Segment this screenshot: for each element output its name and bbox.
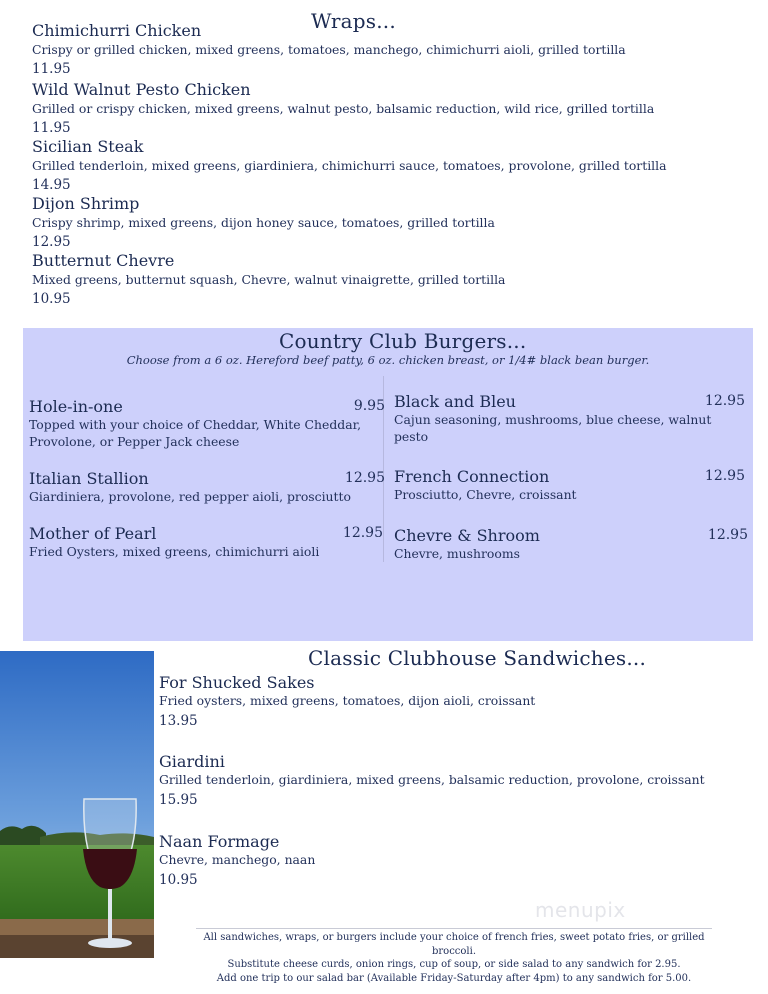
wraps-title: Wraps... xyxy=(311,9,396,33)
item-name: Sicilian Steak xyxy=(32,137,144,156)
wine-glass-image xyxy=(0,651,154,958)
item-price: 12.95 xyxy=(704,393,745,409)
item-name: For Shucked Sakes xyxy=(159,673,315,692)
footer-line: Add one trip to our salad bar (Available Friday-Saturday after 4pm) to any sandwich for 5.00. xyxy=(216,972,692,984)
burgers-title: Country Club Burgers... xyxy=(279,329,527,353)
item-description: Grilled tenderloin, giardiniera, mixed greens, balsamic reduction, provolone, croissant xyxy=(159,772,705,787)
item-name: Dijon Shrimp xyxy=(32,194,140,213)
item-price: 12.95 xyxy=(707,527,748,543)
footer-note xyxy=(196,931,712,985)
menu-item xyxy=(29,397,385,450)
wine-glass-photo xyxy=(0,651,154,958)
footer-line: Substitute cheese curds, onion rings, cup of soup, or side salad to any sandwich for 2.95. xyxy=(227,959,681,970)
item-price: 13.95 xyxy=(159,713,198,729)
item-name: Black and Bleu xyxy=(394,392,516,411)
menu-item xyxy=(29,524,383,560)
menu-item xyxy=(32,194,672,251)
item-description: Prosciutto, Chevre, croissant xyxy=(394,487,577,502)
item-name: Chevre & Shroom xyxy=(394,526,540,545)
menu-item xyxy=(159,673,719,730)
sandwiches-title: Classic Clubhouse Sandwiches... xyxy=(308,646,647,670)
item-name: Hole-in-one xyxy=(29,397,123,416)
item-price: 11.95 xyxy=(32,120,71,136)
menu-item xyxy=(159,752,719,809)
menu-item xyxy=(394,467,745,503)
item-description: Giardiniera, provolone, red pepper aioli, prosciutto xyxy=(29,489,351,504)
item-description: Chevre, mushrooms xyxy=(394,546,520,561)
item-name: Butternut Chevre xyxy=(32,251,175,270)
item-description: Cajun seasoning, mushrooms, blue cheese, walnut pesto xyxy=(394,412,712,444)
footer-line: All sandwiches, wraps, or burgers include your choice of french fries, sweet potato fries, or grilled broccoli. xyxy=(203,932,705,957)
item-price: 12.95 xyxy=(344,470,385,486)
item-name: Mother of Pearl xyxy=(29,524,157,543)
item-price: 11.95 xyxy=(32,61,71,77)
item-name: Chimichurri Chicken xyxy=(32,21,202,40)
item-description: Grilled tenderloin, mixed greens, giardiniera, chimichurri sauce, tomatoes, provolone, grilled tortilla xyxy=(32,158,667,173)
item-name: Naan Formage xyxy=(159,832,280,851)
item-price: 15.95 xyxy=(159,792,198,808)
item-description: Crispy shrimp, mixed greens, dijon honey sauce, tomatoes, grilled tortilla xyxy=(32,215,495,230)
item-price: 12.95 xyxy=(32,234,71,250)
menu-item xyxy=(32,137,672,194)
item-price: 10.95 xyxy=(32,291,71,307)
menu-item xyxy=(394,392,745,445)
watermark: menupix xyxy=(535,898,626,922)
item-price: 12.95 xyxy=(342,525,383,541)
menu-item xyxy=(32,80,672,137)
item-price: 12.95 xyxy=(704,468,745,484)
item-name: Italian Stallion xyxy=(29,469,149,488)
menu-item xyxy=(32,251,672,308)
menu-item xyxy=(394,526,748,562)
burgers-subtitle: Choose from a 6 oz. Hereford beef patty, 6 oz. chicken breast, or 1/4# black bean burger. xyxy=(126,353,650,367)
menu-item xyxy=(32,21,672,78)
item-name: Giardini xyxy=(159,752,225,771)
footer-divider xyxy=(196,928,712,929)
item-price: 14.95 xyxy=(32,177,71,193)
item-price: 9.95 xyxy=(353,398,385,414)
item-description: Grilled or crispy chicken, mixed greens, walnut pesto, balsamic reduction, wild rice, grilled tortilla xyxy=(32,101,655,116)
menu-item xyxy=(29,469,385,505)
item-name: French Connection xyxy=(394,467,550,486)
menu-item xyxy=(159,832,719,889)
item-name: Wild Walnut Pesto Chicken xyxy=(32,80,251,99)
item-description: Fried oysters, mixed greens, tomatoes, dijon aioli, croissant xyxy=(159,693,536,708)
item-description: Mixed greens, butternut squash, Chevre, walnut vinaigrette, grilled tortilla xyxy=(32,272,506,287)
item-description: Provolone, or Pepper Jack cheese xyxy=(29,434,240,449)
item-description: Chevre, manchego, naan xyxy=(159,852,316,867)
item-description: Crispy or grilled chicken, mixed greens, tomatoes, manchego, chimichurri aioli, grilled tortilla xyxy=(32,42,626,57)
item-description: Topped with your choice of Cheddar, White Cheddar, xyxy=(29,417,362,432)
item-description: Fried Oysters, mixed greens, chimichurri aioli xyxy=(29,544,320,559)
item-price: 10.95 xyxy=(159,872,198,888)
